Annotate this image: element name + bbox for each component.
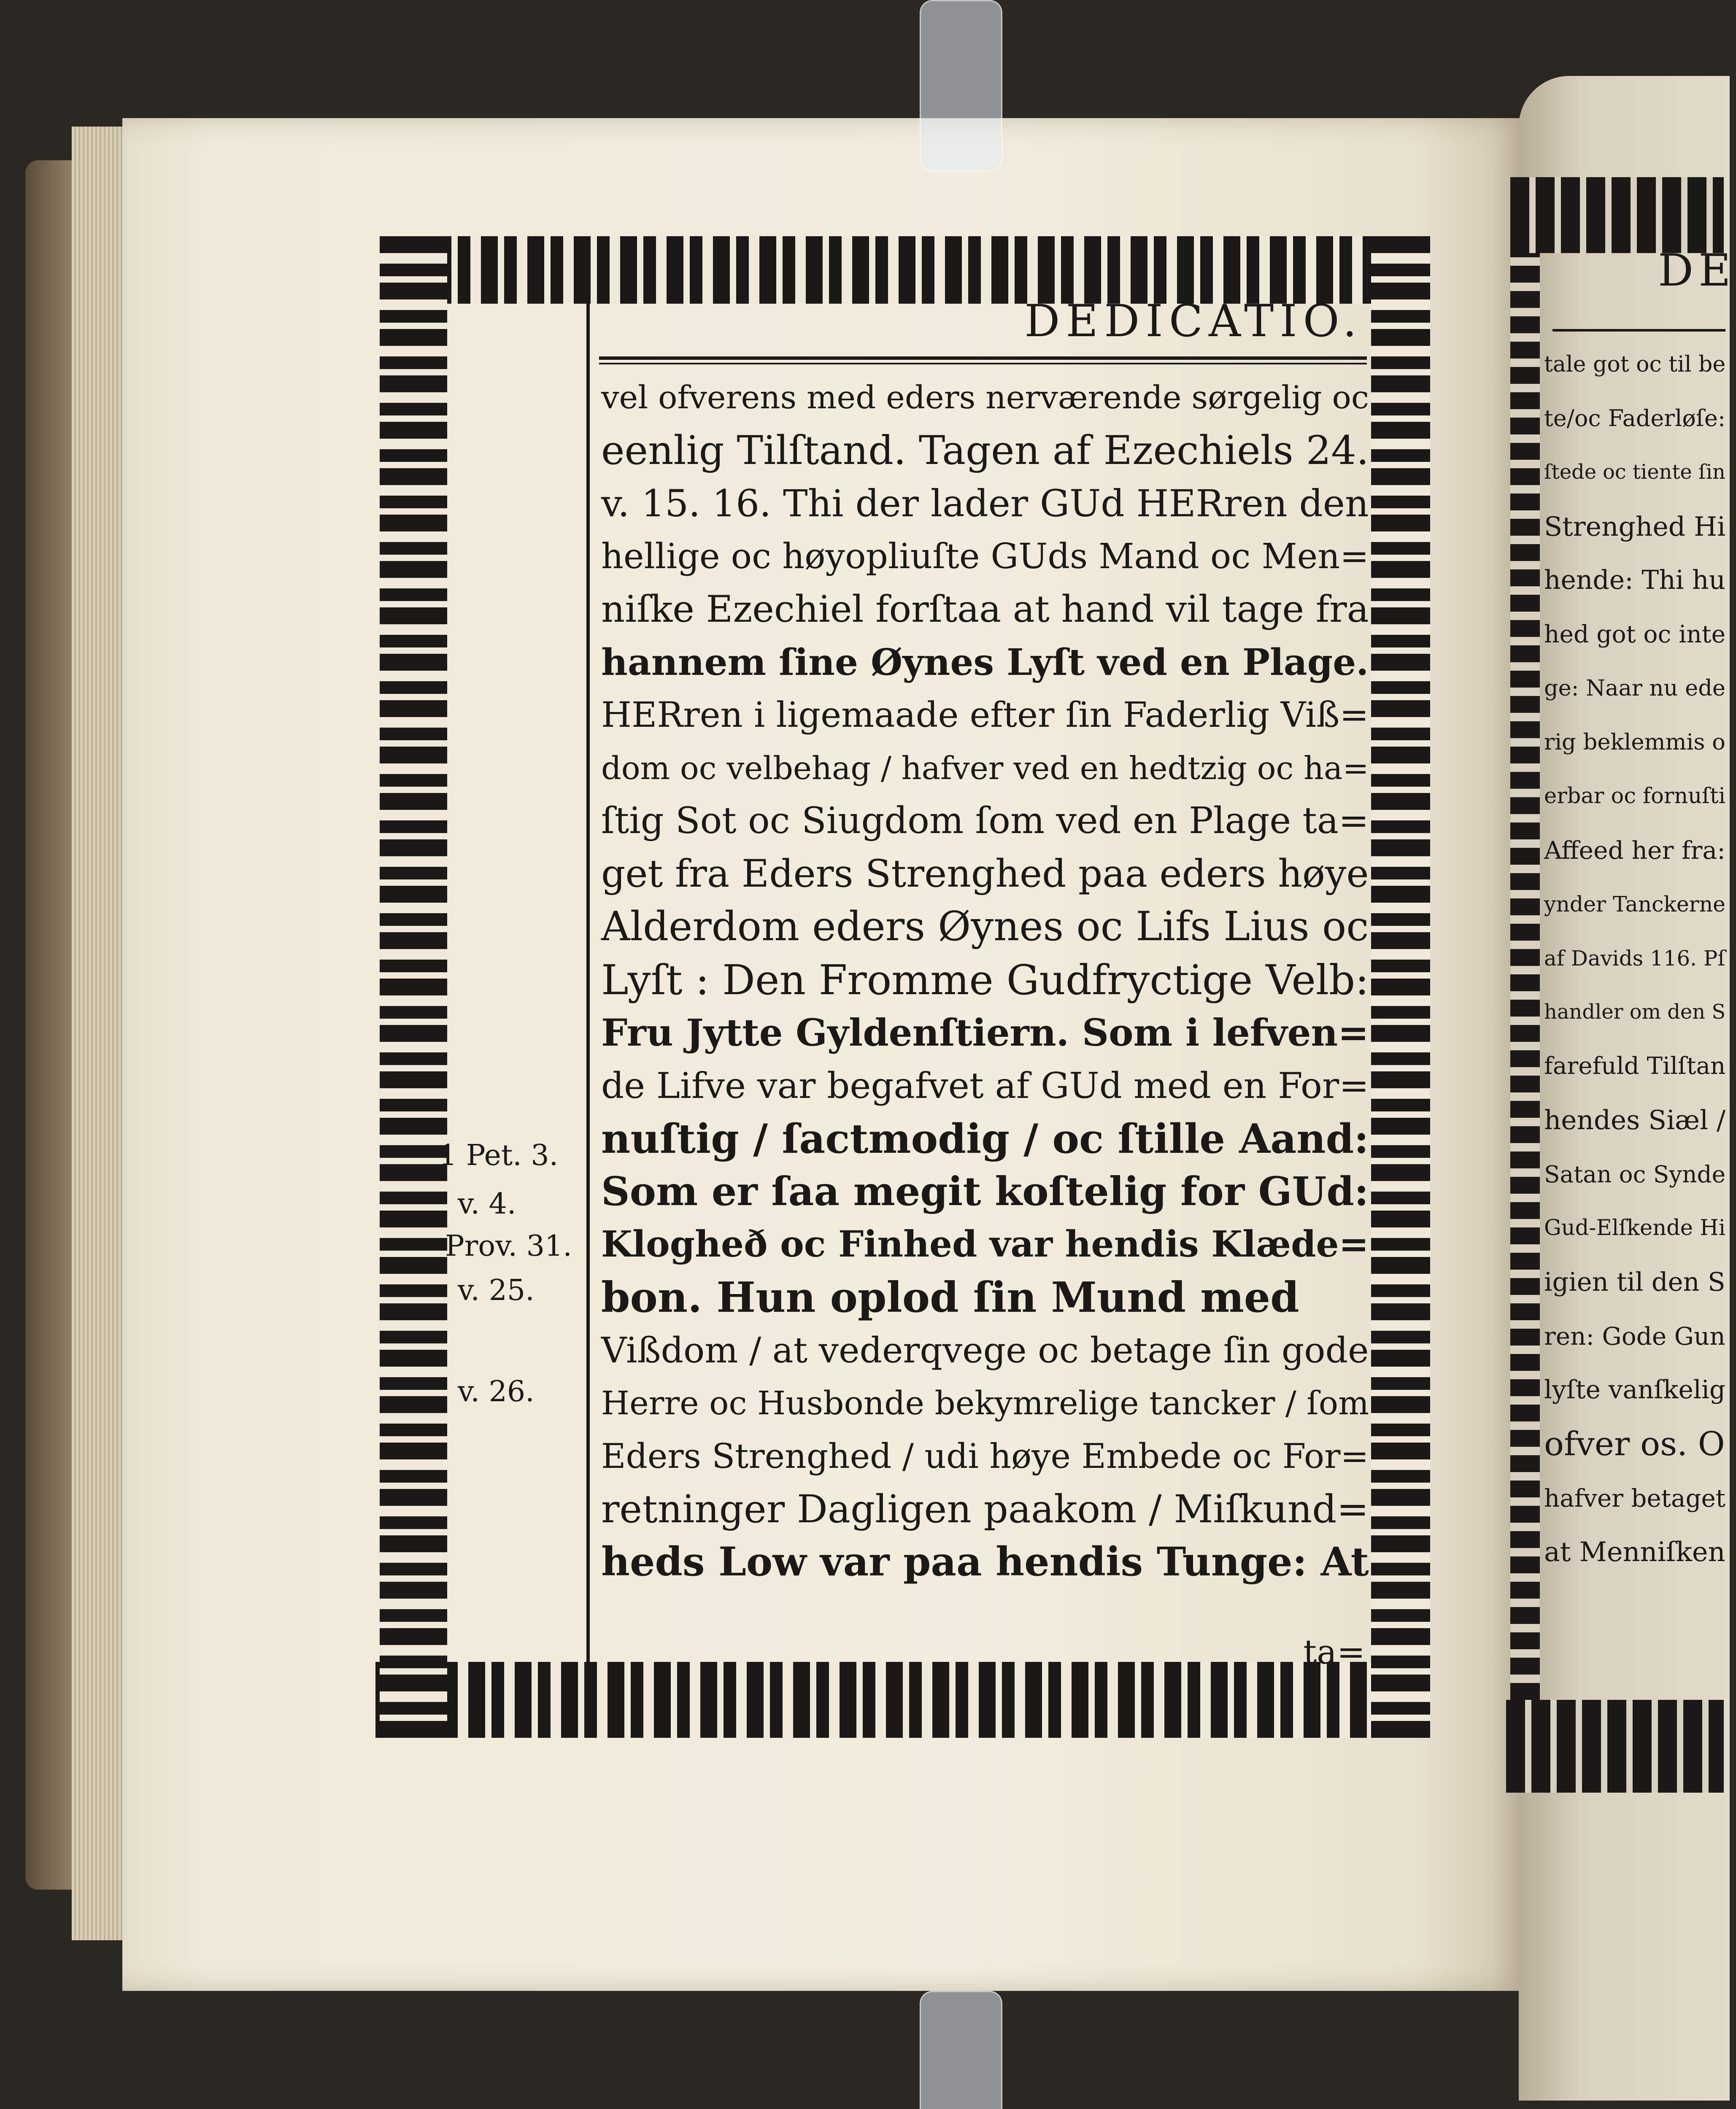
text-line: hannem ſine Øynes Lyſt ved en Plage. bbox=[601, 641, 1369, 684]
side-note: v. 25. bbox=[458, 1274, 535, 1307]
text-line: Fru Jytte Gyldenſtiern. Som i lefven= bbox=[601, 1011, 1369, 1054]
right-page-line: ynder Tanckerne bbox=[1544, 892, 1725, 917]
right-page-line: lyſte vanſkelig bbox=[1544, 1375, 1725, 1405]
text-line: hellige oc høyopliuſte GUds Mand oc Men= bbox=[601, 536, 1369, 577]
text-line: Herre oc Husbonde bekymrelige tancker / ſom bbox=[601, 1384, 1369, 1422]
right-page-line: tale got oc til be bbox=[1544, 352, 1726, 377]
margin-rule bbox=[586, 295, 590, 1721]
right-page-line: hende: Thi hu bbox=[1544, 565, 1726, 595]
ornamental-border-right bbox=[1371, 236, 1430, 1738]
head-rule-thin bbox=[599, 363, 1367, 364]
right-page-text bbox=[1544, 337, 1725, 1579]
text-line: bon. Hun oplod ſin Mund med bbox=[601, 1273, 1299, 1322]
right-page-line: Strenghed Hi bbox=[1544, 511, 1726, 542]
text-line: nuſtig / ſactmodig / oc ſtille Aand: bbox=[601, 1115, 1369, 1162]
right-page-line: ren: Gode Gun bbox=[1544, 1322, 1725, 1351]
running-head: DEDICATIO. bbox=[1024, 295, 1363, 347]
right-page-running-head: DE bbox=[1658, 245, 1736, 296]
text-line: retninger Dagligen paakom / Miſkund= bbox=[601, 1487, 1369, 1532]
right-page-line: af Davids 116. Pſ bbox=[1544, 946, 1725, 971]
right-page-line: Affeed her fra: bbox=[1544, 836, 1725, 865]
right-page-line: ſtede oc tiente ſin bbox=[1544, 461, 1725, 484]
text-line: Vißdom / at vederqvege oc betage ſin gode bbox=[601, 1330, 1369, 1371]
right-page-line: hed got oc inte bbox=[1544, 620, 1726, 648]
ornamental-border-bottom bbox=[375, 1662, 1426, 1738]
text-line: Alderdom eders Øynes oc Lifs Lius oc bbox=[601, 903, 1369, 950]
text-line: vel ofverens med eders nerværende sørgelig oc bbox=[601, 379, 1369, 416]
text-line: dom oc velbehag / hafver ved en hedtzig oc ha= bbox=[601, 750, 1369, 787]
right-page-line: ofver os. O bbox=[1544, 1425, 1725, 1463]
right-page-line: te/oc Faderløſe: bbox=[1544, 405, 1726, 432]
catchword: ta= bbox=[1303, 1632, 1365, 1672]
right-page-head-rule bbox=[1552, 329, 1725, 332]
right-page-line: handler om den S bbox=[1544, 1001, 1726, 1024]
right-page-line: igien til den S bbox=[1544, 1268, 1725, 1297]
right-page-line: hafver betaget bbox=[1544, 1484, 1726, 1513]
body-text bbox=[601, 371, 1369, 1589]
text-line: Klogheð oc Finhed var hendis Klæde= bbox=[601, 1223, 1369, 1265]
page-clip-bottom bbox=[920, 1991, 1002, 2109]
text-line: get fra Eders Strenghed paa eders høye bbox=[601, 852, 1369, 896]
page-clip-top bbox=[920, 0, 1002, 171]
text-line: de Lifve var begafvet af GUd med en For= bbox=[601, 1065, 1369, 1106]
ornamental-border-left bbox=[380, 236, 447, 1738]
text-line: eenlig Tilſtand. Tagen af Ezechiels 24. bbox=[601, 427, 1369, 474]
head-rule bbox=[599, 356, 1367, 360]
text-line: niſke Ezechiel forſtaa at hand vil tage fra bbox=[601, 588, 1369, 631]
text-line: Lyſt : Den Fromme Gudfryctige Velb: bbox=[601, 956, 1369, 1004]
text-line: Som er ſaa megit koſtelig for GUd: bbox=[601, 1168, 1369, 1215]
right-page-line: farefuld Tilſtan bbox=[1544, 1052, 1726, 1080]
right-page-line: ge: Naar nu ede bbox=[1544, 675, 1725, 701]
right-page-line: Satan oc Synde bbox=[1544, 1161, 1726, 1188]
text-line: heds Low var paa hendis Tunge: At bbox=[601, 1539, 1369, 1585]
text-line: HERren i ligemaade efter ſin Faderlig Viß= bbox=[601, 695, 1369, 735]
side-note: v. 26. bbox=[458, 1375, 535, 1408]
text-line: ſtig Sot oc Siugdom ſom ved en Plage ta= bbox=[601, 800, 1369, 842]
right-page-bottom-border bbox=[1506, 1700, 1724, 1793]
right-page-left-border bbox=[1510, 253, 1540, 1700]
ornamental-border-top bbox=[388, 236, 1426, 304]
right-page-line: erbar oc fornuſti bbox=[1544, 784, 1725, 809]
right-page-line: at Menniſken bbox=[1544, 1537, 1725, 1568]
text-line: v. 15. 16. Thi der lader GUd HERren den bbox=[601, 482, 1369, 525]
side-note: 1 Pet. 3. bbox=[439, 1139, 559, 1172]
side-note: v. 4. bbox=[458, 1187, 516, 1221]
right-page-top-border bbox=[1510, 177, 1724, 253]
text-line: Eders Strenghed / udi høye Embede oc For= bbox=[601, 1437, 1369, 1476]
right-page-line: Gud-Elſkende Hi bbox=[1544, 1216, 1726, 1241]
right-page-line: rig beklemmis o bbox=[1544, 729, 1725, 755]
right-page-line: hendes Siæl / bbox=[1544, 1105, 1726, 1135]
side-note: Prov. 31. bbox=[445, 1230, 572, 1263]
